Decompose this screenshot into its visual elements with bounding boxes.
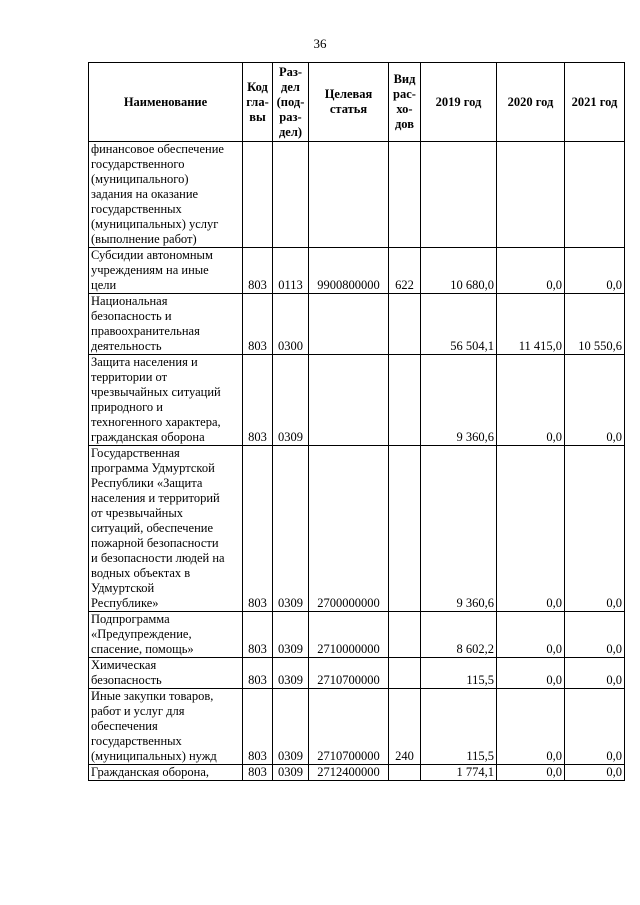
cell-vid xyxy=(389,765,421,781)
cell-name-line: (муниципального) xyxy=(91,172,189,186)
cell-vid: 240 xyxy=(389,689,421,765)
cell-y2021: 0,0 xyxy=(565,446,625,612)
cell-vid xyxy=(389,612,421,658)
cell-name-line: водных объектах в xyxy=(91,566,191,580)
cell-y2019: 1 774,1 xyxy=(421,765,497,781)
cell-vid xyxy=(389,446,421,612)
table-row xyxy=(89,355,625,446)
cell-name-line: Гражданская оборона, xyxy=(91,765,210,779)
cell-vid xyxy=(389,355,421,446)
cell-name-line: Республике» xyxy=(91,596,159,610)
cell-tselevaya xyxy=(309,355,389,446)
table-row xyxy=(89,765,625,781)
cell-name-line: государственного xyxy=(91,157,185,171)
cell-name-line: территории от xyxy=(91,370,168,384)
cell-name-line: спасение, помощь» xyxy=(91,642,194,656)
cell-name-line: населения и территорий xyxy=(91,491,220,505)
cell-tselevaya: 2710700000 xyxy=(309,658,389,689)
cell-y2021: 0,0 xyxy=(565,612,625,658)
cell-y2021: 0,0 xyxy=(565,765,625,781)
cell-name-line: Химическая xyxy=(91,658,157,672)
cell-name xyxy=(89,658,243,689)
cell-y2019 xyxy=(421,142,497,248)
cell-name-line: Подпрограмма xyxy=(91,612,170,626)
cell-name-line: природного и xyxy=(91,400,163,414)
cell-name-line: от чрезвычайных xyxy=(91,506,184,520)
cell-vid: 622 xyxy=(389,248,421,294)
cell-razdel: 0300 xyxy=(273,294,309,355)
cell-name-line: финансовое обеспечение xyxy=(91,142,224,156)
cell-vid xyxy=(389,658,421,689)
cell-razdel: 0309 xyxy=(273,355,309,446)
page-number: 36 xyxy=(313,36,327,51)
table-row xyxy=(89,294,625,355)
cell-razdel: 0309 xyxy=(273,658,309,689)
cell-name-line: учреждениям на иные xyxy=(91,263,209,277)
cell-y2020: 0,0 xyxy=(497,689,565,765)
table-body xyxy=(89,142,625,781)
cell-y2020: 0,0 xyxy=(497,765,565,781)
cell-tselevaya xyxy=(309,294,389,355)
cell-name-line: деятельность xyxy=(91,339,162,353)
cell-tselevaya: 2710700000 xyxy=(309,689,389,765)
cell-tselevaya: 2712400000 xyxy=(309,765,389,781)
cell-name xyxy=(89,446,243,612)
table-row xyxy=(89,142,625,248)
cell-y2020: 0,0 xyxy=(497,658,565,689)
budget-table xyxy=(88,62,625,781)
cell-y2021: 0,0 xyxy=(565,689,625,765)
cell-name xyxy=(89,294,243,355)
cell-y2020: 0,0 xyxy=(497,355,565,446)
cell-name-line: (муниципальных) нужд xyxy=(91,749,217,763)
cell-name-line: цели xyxy=(91,278,117,292)
cell-name-line: безопасность xyxy=(91,673,162,687)
cell-y2021: 0,0 xyxy=(565,658,625,689)
cell-razdel: 0309 xyxy=(273,446,309,612)
cell-y2019: 9 360,6 xyxy=(421,355,497,446)
cell-name xyxy=(89,612,243,658)
cell-kod: 803 xyxy=(243,658,273,689)
cell-name-line: безопасность и xyxy=(91,309,172,323)
cell-razdel: 0309 xyxy=(273,765,309,781)
cell-name-line: «Предупреждение, xyxy=(91,627,192,641)
cell-name xyxy=(89,765,243,781)
table-row xyxy=(89,612,625,658)
cell-tselevaya xyxy=(309,142,389,248)
cell-tselevaya: 2710000000 xyxy=(309,612,389,658)
cell-name xyxy=(89,248,243,294)
cell-name-line: (муниципальных) услуг xyxy=(91,217,219,231)
cell-kod: 803 xyxy=(243,765,273,781)
cell-name-line: (выполнение работ) xyxy=(91,232,197,246)
cell-name-line: работ и услуг для xyxy=(91,704,185,718)
cell-razdel xyxy=(273,142,309,248)
cell-y2019: 115,5 xyxy=(421,689,497,765)
table-row xyxy=(89,689,625,765)
header-2021: 2021 год xyxy=(565,63,625,142)
cell-name-line: Защита населения и xyxy=(91,355,198,369)
cell-name-line: Удмуртской xyxy=(91,581,155,595)
cell-name-line: государственных xyxy=(91,202,182,216)
cell-kod: 803 xyxy=(243,689,273,765)
cell-y2020: 0,0 xyxy=(497,248,565,294)
cell-vid xyxy=(389,142,421,248)
cell-kod: 803 xyxy=(243,294,273,355)
cell-y2021: 0,0 xyxy=(565,248,625,294)
table-row xyxy=(89,248,625,294)
cell-y2019: 9 360,6 xyxy=(421,446,497,612)
cell-name-line: чрезвычайных ситуаций xyxy=(91,385,221,399)
cell-y2020: 0,0 xyxy=(497,446,565,612)
cell-y2019: 8 602,2 xyxy=(421,612,497,658)
cell-razdel: 0113 xyxy=(273,248,309,294)
cell-name-line: пожарной безопасности xyxy=(91,536,219,550)
cell-y2019: 56 504,1 xyxy=(421,294,497,355)
cell-tselevaya: 9900800000 xyxy=(309,248,389,294)
cell-name-line: Национальная xyxy=(91,294,168,308)
header-row xyxy=(89,63,625,142)
header-vid: Вид рас- хо- дов xyxy=(389,63,421,142)
cell-name-line: Субсидии автономным xyxy=(91,248,213,262)
cell-name-line: задания на оказание xyxy=(91,187,199,201)
cell-kod: 803 xyxy=(243,612,273,658)
header-2019: 2019 год xyxy=(421,63,497,142)
cell-y2020 xyxy=(497,142,565,248)
cell-kod: 803 xyxy=(243,446,273,612)
cell-name-line: ситуаций, обеспечение xyxy=(91,521,214,535)
header-2020: 2020 год xyxy=(497,63,565,142)
cell-name-line: Иные закупки товаров, xyxy=(91,689,214,703)
cell-kod: 803 xyxy=(243,355,273,446)
header-razdel: Раз- дел (под- раз- дел) xyxy=(273,63,309,142)
cell-name-line: техногенного характера, xyxy=(91,415,221,429)
cell-name-line: Государственная xyxy=(91,446,180,460)
cell-name xyxy=(89,142,243,248)
cell-name-line: и безопасности людей на xyxy=(91,551,225,565)
cell-y2021: 0,0 xyxy=(565,355,625,446)
header-tselevaya: Целевая статья xyxy=(309,63,389,142)
cell-name-line: государственных xyxy=(91,734,182,748)
cell-name-line: правоохранительная xyxy=(91,324,200,338)
cell-name-line: гражданская оборона xyxy=(91,430,205,444)
cell-name-line: программа Удмуртской xyxy=(91,461,215,475)
cell-vid xyxy=(389,294,421,355)
header-name: Наименование xyxy=(89,63,243,142)
cell-name-line: обеспечения xyxy=(91,719,158,733)
cell-y2020: 11 415,0 xyxy=(497,294,565,355)
header-kod: Код гла- вы xyxy=(243,63,273,142)
cell-y2019: 10 680,0 xyxy=(421,248,497,294)
cell-razdel: 0309 xyxy=(273,689,309,765)
cell-kod xyxy=(243,142,273,248)
cell-name-line: Республики «Защита xyxy=(91,476,203,490)
cell-tselevaya: 2700000000 xyxy=(309,446,389,612)
cell-y2019: 115,5 xyxy=(421,658,497,689)
cell-y2021 xyxy=(565,142,625,248)
cell-razdel: 0309 xyxy=(273,612,309,658)
table-row xyxy=(89,658,625,689)
cell-name xyxy=(89,689,243,765)
cell-y2020: 0,0 xyxy=(497,612,565,658)
table-row xyxy=(89,446,625,612)
cell-y2021: 10 550,6 xyxy=(565,294,625,355)
cell-name xyxy=(89,355,243,446)
cell-kod: 803 xyxy=(243,248,273,294)
